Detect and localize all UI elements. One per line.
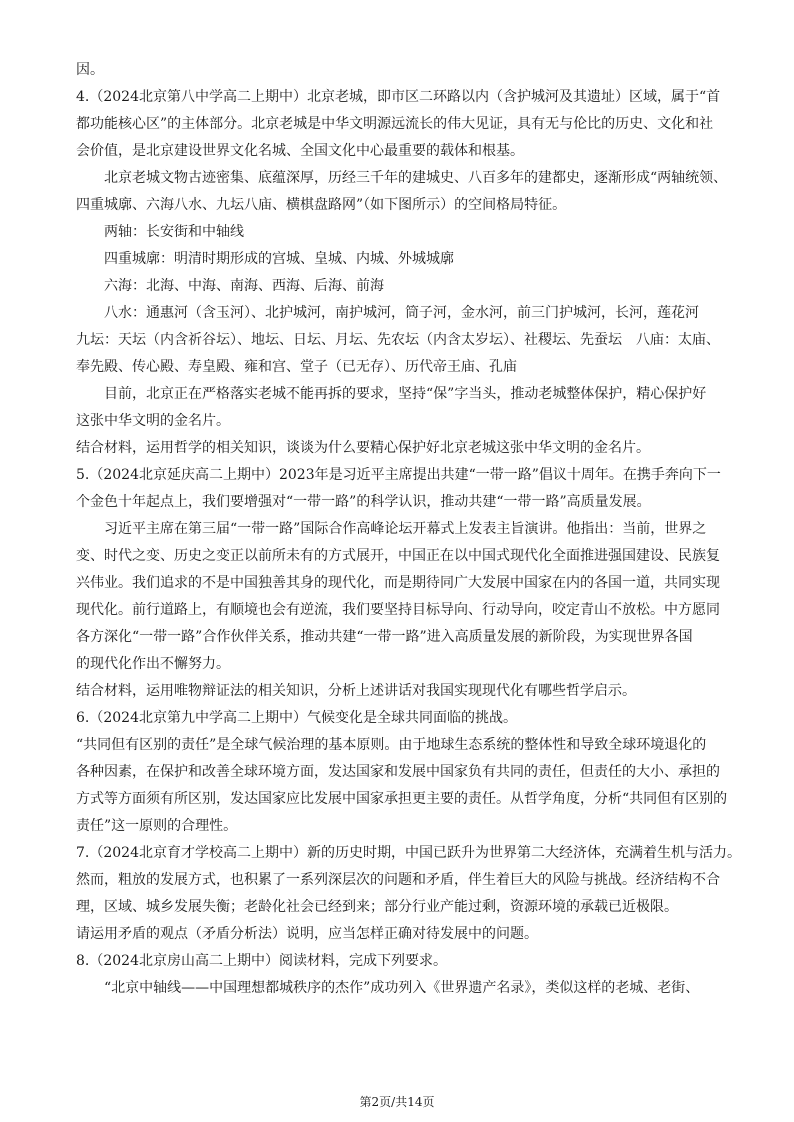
- text-line: 习近平主席在第三届“一带一路”国际合作高峰论坛开幕式上发表主旨演讲。他指出：当前，世界之: [104, 521, 707, 537]
- text-line: 六海：北海、中海、南海、西海、后海、前海: [104, 278, 384, 294]
- text-line: 两轴：长安街和中轴线: [104, 224, 244, 240]
- question-7-prompt: 请运用矛盾的观点（矛盾分析法）说明，应当怎样正确对待发展中的问题。: [76, 926, 538, 942]
- text-line: 变、时代之变、历史之变正以前所未有的方式展开，中国正在以中国式现代化全面推进强国建设、民族复: [76, 548, 720, 564]
- text-line: 的现代化作出不懈努力。: [76, 656, 230, 672]
- question-5-heading: 5.（2024北京延庆高二上期中）2023年是习近平主席提出共建“一带一路”倡议十周年。在携手奔向下一: [76, 467, 721, 483]
- page-number: 第2页/共14页: [359, 1095, 435, 1109]
- text-line: 个金色十年起点上，我们要增强对“一带一路”的科学认识，推动共建“一带一路”高质量发展。: [76, 494, 651, 510]
- text-line: 会价值，是北京建设世界文化名城、全国文化中心最重要的载体和根基。: [76, 143, 524, 159]
- text-line: 四重城廓：明清时期形成的宫城、皇城、内城、外城城廓: [104, 251, 454, 267]
- text-line: 因。: [76, 62, 104, 78]
- text-line: 九坛：天坛（内含祈谷坛）、地坛、日坛、月坛、先农坛（内含太岁坛）、社稷坛、先蚕坛 八庙：太庙、: [76, 332, 720, 348]
- text-line: 兴伟业。我们追求的不是中国独善其身的现代化，而是期待同广大发展中国家在内的各国一道，共同实现: [76, 575, 720, 591]
- question-6-heading: 6.（2024北京第九中学高二上期中）气候变化是全球共同面临的挑战。: [76, 710, 517, 726]
- text-line: 四重城廓、六海八水、九坛八庙、横棋盘路网”（如下图所示）的空间格局特征。: [76, 197, 567, 213]
- text-line: 都功能核心区”的主体部分。北京老城是中华文明源远流长的伟大见证，具有无与伦比的历史、文化和社: [76, 116, 714, 132]
- question-4-prompt: 结合材料，运用哲学的相关知识，谈谈为什么要精心保护好北京老城这张中华文明的金名片。: [76, 440, 650, 456]
- text-line: 八水：通惠河（含玉河）、北护城河，南护城河，筒子河，金水河，前三门护城河，长河，莲花河: [104, 305, 699, 321]
- text-line: 现代化。前行道路上，有顺境也会有逆流，我们要坚持目标导向、行动导向，咬定青山不放松。中方愿同: [76, 602, 720, 618]
- text-line: 目前，北京正在严格落实老城不能再拆的要求，坚持“保”字当头，推动老城整体保护，精心保护好: [104, 386, 707, 402]
- text-line: 责任”这一原则的合理性。: [76, 818, 238, 834]
- text-line: 奉先殿、传心殿、寿皇殿、雍和宫、堂子（已无存）、历代帝王庙、孔庙: [76, 359, 517, 375]
- text-line: “北京中轴线——中国理想都城秩序的杰作”成功列入《世界遗产名录》，类似这样的老城、老街、: [104, 980, 700, 996]
- text-line: 各种因素，在保护和改善全球环境方面，发达国家和发展中国家负有共同的责任，但责任的大小、承担的: [76, 764, 720, 780]
- text-line: 各方深化“一带一路”合作伙伴关系，推动共建“一带一路”进入高质量发展的新阶段，为实现世界各国: [76, 629, 693, 645]
- text-line: 方式等方面须有所区别，发达国家应比发展中国家承担更主要的责任。从哲学角度，分析“共同但有区别的: [76, 791, 728, 807]
- text-line: 然而，粗放的发展方式，也积累了一系列深层次的问题和矛盾，伴生着巨大的风险与挑战。经济结构不合: [76, 872, 720, 888]
- text-line: 北京老城文物古迹密集、底蕴深厚，历经三千年的建城史、八百多年的建都史，逐渐形成“两轴统领、: [104, 170, 728, 186]
- question-8-heading: 8.（2024北京房山高二上期中）阅读材料，完成下列要求。: [76, 953, 447, 969]
- question-7-heading: 7.（2024北京育才学校高二上期中）新的历史时期，中国已跃升为世界第二大经济体，充满着生机与活力。: [76, 845, 741, 861]
- text-line: “共同但有区别的责任”是全球气候治理的基本原则。由于地球生态系统的整体性和导致全球环境退化的: [76, 737, 707, 753]
- question-4-heading: 4.（2024北京第八中学高二上期中）北京老城，即市区二环路以内（含护城河及其遗址）区域，属于“首: [76, 89, 721, 105]
- question-5-prompt: 结合材料，运用唯物辩证法的相关知识，分析上述讲话对我国实现现代化有哪些哲学启示。: [76, 683, 636, 699]
- text-line: 理，区域、城乡发展失衡；老龄化社会已经到来；部分行业产能过剩，资源环境的承载已近极限。: [76, 899, 678, 915]
- text-line: 这张中华文明的金名片。: [76, 413, 230, 429]
